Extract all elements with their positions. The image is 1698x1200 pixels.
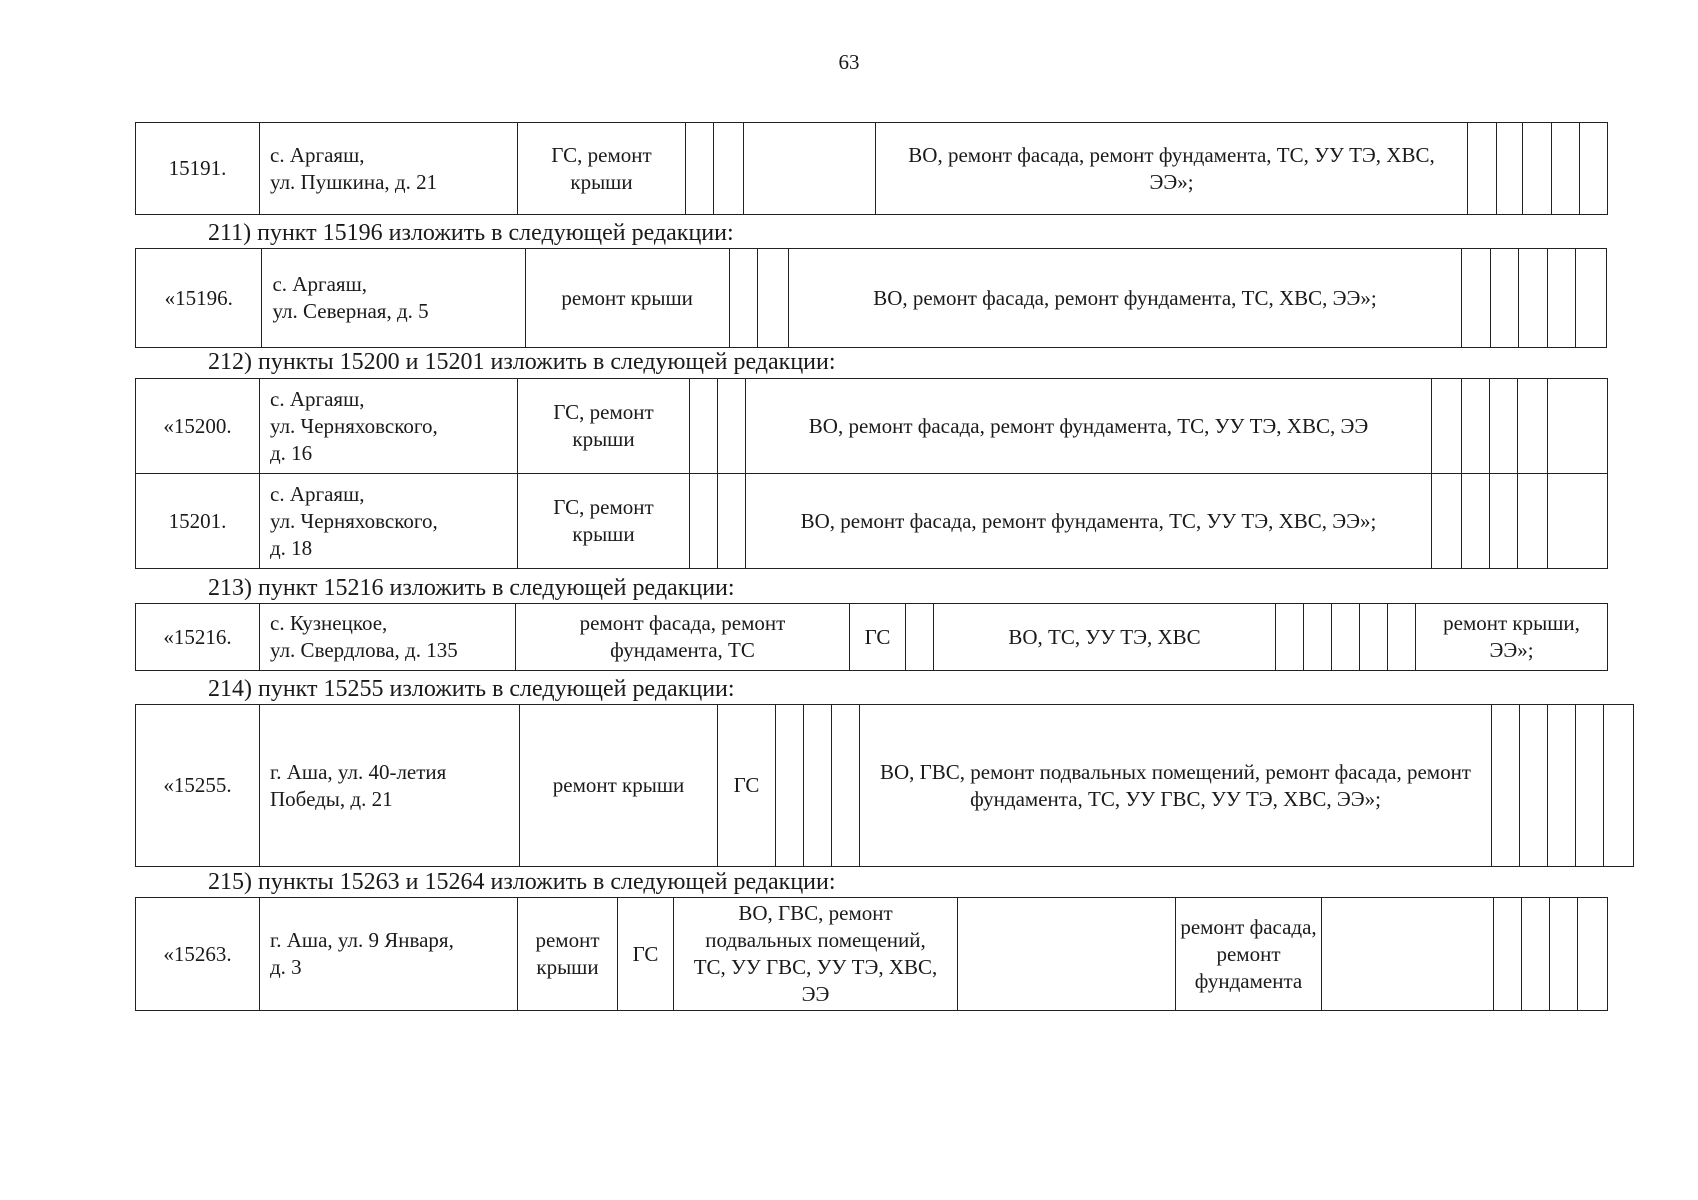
empty-cell (1468, 123, 1497, 215)
empty-cell (1322, 898, 1494, 1011)
empty-cell (1576, 249, 1607, 348)
empty-cell (1552, 123, 1580, 215)
empty-cell (729, 249, 758, 348)
address-cell: с. Кузнецкое, ул. Свердлова, д. 135 (260, 604, 516, 671)
table-15200-15201 (135, 378, 1608, 569)
table-row (136, 474, 1608, 569)
item-number: 15191. (136, 123, 260, 215)
empty-cell (1520, 705, 1548, 867)
empty-cell (1462, 249, 1491, 348)
empty-cell (1462, 379, 1490, 474)
empty-cell (1432, 474, 1462, 569)
address-cell: с. Аргаяш, ул. Черняховского, д. 18 (260, 474, 518, 569)
empty-cell (1604, 705, 1634, 867)
work-type-cell: ремонт крыши (520, 705, 718, 867)
empty-cell (1432, 379, 1462, 474)
work-list-cell: ВО, ремонт фасада, ремонт фундамента, ТС, УУ ТЭ, ХВС, ЭЭ»; (746, 474, 1432, 569)
empty-cell (1576, 705, 1604, 867)
section-heading: 213) пункт 15216 изложить в следующей редакции: (208, 575, 735, 601)
empty-cell (1490, 249, 1519, 348)
empty-cell (1497, 123, 1523, 215)
empty-cell (1523, 123, 1552, 215)
empty-cell (906, 604, 934, 671)
empty-cell (718, 474, 746, 569)
work-type-cell: ГС, ремонт крыши (518, 379, 690, 474)
empty-cell (832, 705, 860, 867)
empty-cell (1548, 705, 1576, 867)
item-number: «15200. (136, 379, 260, 474)
section-heading: 211) пункт 15196 изложить в следующей редакции: (208, 220, 734, 246)
item-number: «15196. (136, 249, 262, 348)
table-15216 (135, 603, 1608, 671)
item-number: «15216. (136, 604, 260, 671)
empty-cell (1332, 604, 1360, 671)
table-row (136, 898, 1608, 1011)
empty-cell (1494, 898, 1522, 1011)
empty-cell (1578, 898, 1608, 1011)
empty-cell (686, 123, 714, 215)
address-cell: с. Аргаяш, ул. Северная, д. 5 (262, 249, 525, 348)
work-type-cell: ГС (618, 898, 674, 1011)
empty-cell (1548, 474, 1608, 569)
table-row (136, 604, 1608, 671)
item-number: «15263. (136, 898, 260, 1011)
empty-cell (1518, 474, 1548, 569)
work-type-cell: ГС, ремонт крыши (518, 123, 686, 215)
table-row (136, 379, 1608, 474)
work-list-cell: ВО, ремонт фасада, ремонт фундамента, ТС, УУ ТЭ, ХВС, ЭЭ»; (876, 123, 1468, 215)
table-15191 (135, 122, 1608, 215)
work-list-cell: ВО, ГВС, ремонт подвальных помещений, ремонт фасада, ремонт фундамента, ТС, УУ ГВС, УУ ТЭ, ХВС, ЭЭ»; (860, 705, 1492, 867)
address-cell: с. Аргаяш, ул. Пушкина, д. 21 (260, 123, 518, 215)
page-number: 63 (838, 50, 860, 74)
work-type-cell: ремонт фасада, ремонт фундамента (1176, 898, 1322, 1011)
empty-cell (1388, 604, 1416, 671)
empty-cell (1580, 123, 1608, 215)
empty-cell (1492, 705, 1520, 867)
empty-cell (744, 123, 876, 215)
table-row (136, 123, 1608, 215)
address-cell: г. Аша, ул. 9 Января, д. 3 (260, 898, 518, 1011)
empty-cell (1304, 604, 1332, 671)
empty-cell (1490, 474, 1518, 569)
empty-cell (958, 898, 1176, 1011)
section-heading: 212) пункты 15200 и 15201 изложить в следующей редакции: (208, 349, 836, 375)
table-row (136, 249, 1607, 348)
empty-cell (1360, 604, 1388, 671)
empty-cell (1518, 379, 1548, 474)
work-list-cell: ВО, ремонт фасада, ремонт фундамента, ТС, ХВС, ЭЭ»; (788, 249, 1461, 348)
work-list-cell: ВО, ГВС, ремонт подвальных помещений, ТС, УУ ГВС, УУ ТЭ, ХВС, ЭЭ (674, 898, 958, 1011)
work-type-cell: ГС, ремонт крыши (518, 474, 690, 569)
work-type-cell: ГС (718, 705, 776, 867)
empty-cell (714, 123, 744, 215)
empty-cell (776, 705, 804, 867)
item-number: «15255. (136, 705, 260, 867)
section-heading: 215) пункты 15263 и 15264 изложить в следующей редакции: (208, 869, 836, 895)
work-type-cell: ремонт крыши, ЭЭ»; (1416, 604, 1608, 671)
table-row (136, 705, 1634, 867)
work-type-cell: ремонт крыши (525, 249, 729, 348)
empty-cell (718, 379, 746, 474)
empty-cell (1462, 474, 1490, 569)
empty-cell (1522, 898, 1550, 1011)
empty-cell (1548, 379, 1608, 474)
work-list-cell: ВО, ТС, УУ ТЭ, ХВС (934, 604, 1276, 671)
address-cell: с. Аргаяш, ул. Черняховского, д. 16 (260, 379, 518, 474)
empty-cell (1550, 898, 1578, 1011)
work-type-cell: ремонт крыши (518, 898, 618, 1011)
section-heading: 214) пункт 15255 изложить в следующей редакции: (208, 676, 735, 702)
empty-cell (690, 379, 718, 474)
empty-cell (1519, 249, 1548, 348)
empty-cell (1547, 249, 1576, 348)
work-type-cell: ГС (850, 604, 906, 671)
table-15255 (135, 704, 1634, 867)
empty-cell (758, 249, 789, 348)
item-number: 15201. (136, 474, 260, 569)
address-cell: г. Аша, ул. 40-летия Победы, д. 21 (260, 705, 520, 867)
table-15263 (135, 897, 1608, 1011)
work-list-cell: ВО, ремонт фасада, ремонт фундамента, ТС, УУ ТЭ, ХВС, ЭЭ (746, 379, 1432, 474)
table-15196 (135, 248, 1607, 348)
empty-cell (690, 474, 718, 569)
work-type-cell: ремонт фасада, ремонт фундамента, ТС (516, 604, 850, 671)
empty-cell (1490, 379, 1518, 474)
empty-cell (804, 705, 832, 867)
empty-cell (1276, 604, 1304, 671)
